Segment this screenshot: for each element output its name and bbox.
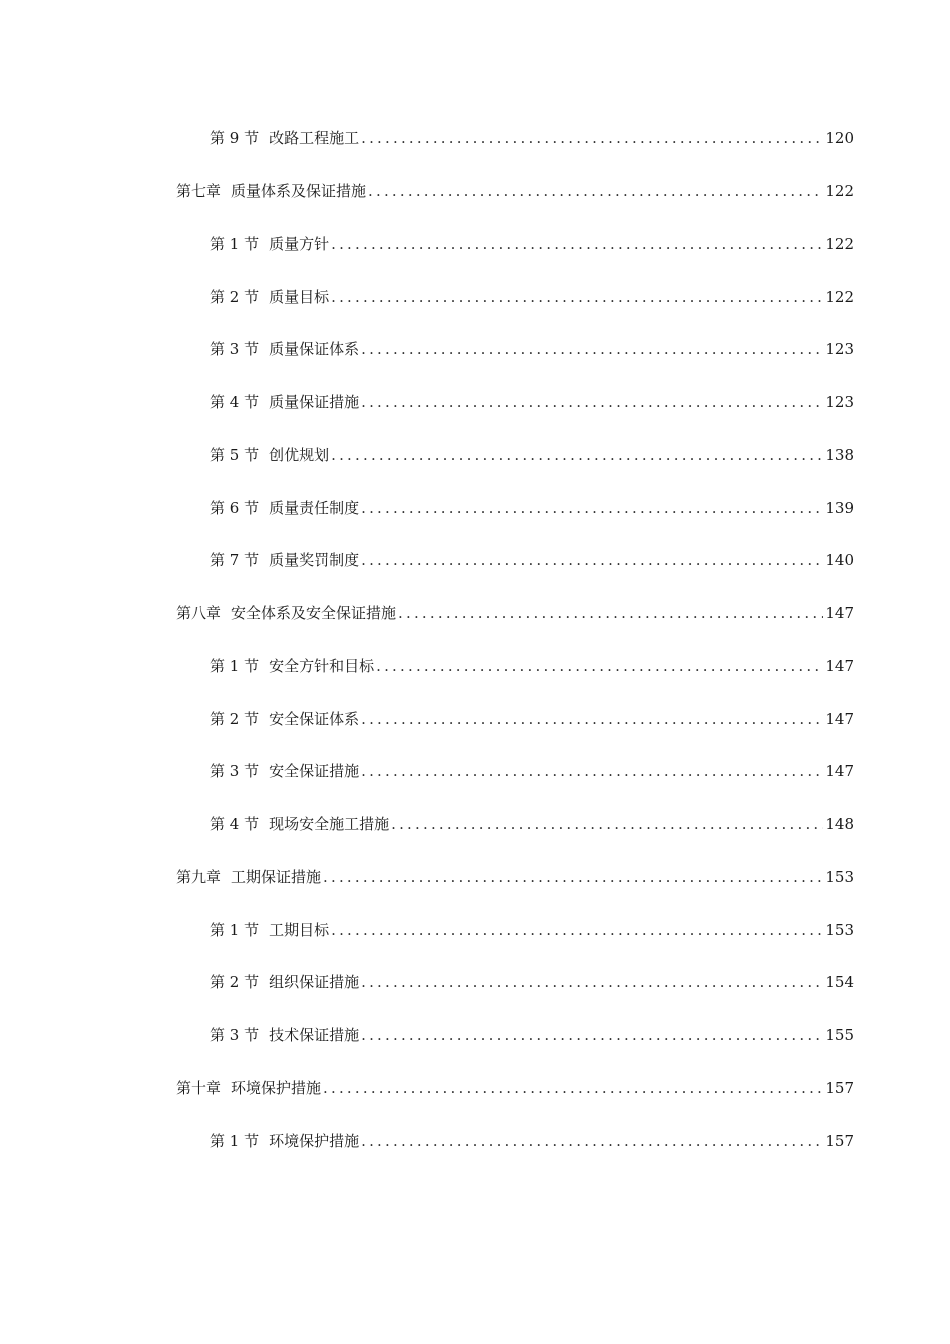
entry-page-number: 140 (825, 551, 854, 569)
toc-entry-section[interactable] (210, 759, 854, 783)
entry-number: 第 2 节 (210, 973, 260, 991)
entry-page-number: 147 (825, 710, 854, 728)
entry-number: 第 2 节 (210, 710, 260, 728)
entry-title: 安全体系及安全保证措施 (231, 604, 397, 622)
dot-leader (331, 232, 823, 256)
entry-title: 现场安全施工措施 (269, 815, 390, 833)
entry-number: 第 1 节 (210, 657, 260, 675)
entry-page-number: 157 (825, 1132, 854, 1150)
entry-page-number: 153 (825, 921, 854, 939)
entry-page-number: 157 (825, 1079, 854, 1097)
entry-page-number: 123 (825, 340, 854, 358)
entry-title: 质量方针 (269, 235, 330, 253)
toc-entry-section[interactable] (210, 232, 854, 256)
toc-entry-section[interactable] (210, 548, 854, 572)
entry-number: 第 5 节 (210, 446, 260, 464)
entry-title: 质量目标 (269, 288, 330, 306)
dot-leader (361, 548, 823, 572)
entry-page-number: 122 (825, 288, 854, 306)
dot-leader (323, 1076, 823, 1100)
dot-leader (398, 601, 823, 625)
toc-entry-section[interactable] (210, 390, 854, 414)
entry-page-number: 147 (825, 604, 854, 622)
entry-title: 质量体系及保证措施 (231, 182, 367, 200)
entry-page-number: 154 (825, 973, 854, 991)
toc-entry-section[interactable] (210, 1129, 854, 1153)
toc-entry-section[interactable] (210, 707, 854, 731)
dot-leader (361, 1129, 823, 1153)
entry-number: 第 3 节 (210, 762, 260, 780)
entry-page-number: 122 (825, 235, 854, 253)
entry-number: 第 7 节 (210, 551, 260, 569)
entry-number: 第 4 节 (210, 815, 260, 833)
toc-entry-section[interactable] (210, 443, 854, 467)
entry-title: 工期目标 (269, 921, 330, 939)
dot-leader (361, 970, 823, 994)
entry-title: 创优规划 (269, 446, 330, 464)
entry-title: 技术保证措施 (269, 1026, 360, 1044)
dot-leader (368, 179, 823, 203)
toc-entry-section[interactable] (210, 812, 854, 836)
toc-entry-chapter[interactable] (176, 1076, 854, 1100)
toc-entry-section[interactable] (210, 337, 854, 361)
entry-number: 第 1 节 (210, 235, 260, 253)
entry-title: 安全方针和目标 (269, 657, 375, 675)
entry-number: 第七章 (176, 182, 222, 200)
toc-entry-section[interactable] (210, 654, 854, 678)
dot-leader (361, 759, 823, 783)
dot-leader (331, 285, 823, 309)
entry-number: 第九章 (176, 868, 222, 886)
toc-entry-chapter[interactable] (176, 865, 854, 889)
dot-leader (361, 126, 823, 150)
toc-entry-section[interactable] (210, 1023, 854, 1047)
entry-page-number: 122 (825, 182, 854, 200)
entry-number: 第 2 节 (210, 288, 260, 306)
dot-leader (323, 865, 823, 889)
toc-entry-section[interactable] (210, 970, 854, 994)
entry-page-number: 138 (825, 446, 854, 464)
dot-leader (361, 707, 823, 731)
entry-page-number: 123 (825, 393, 854, 411)
entry-title: 组织保证措施 (269, 973, 360, 991)
entry-page-number: 155 (825, 1026, 854, 1044)
entry-page-number: 147 (825, 657, 854, 675)
entry-number: 第 4 节 (210, 393, 260, 411)
entry-page-number: 147 (825, 762, 854, 780)
entry-number: 第 1 节 (210, 1132, 260, 1150)
entry-page-number: 139 (825, 499, 854, 517)
entry-title: 工期保证措施 (231, 868, 322, 886)
entry-title: 质量保证体系 (269, 340, 360, 358)
entry-title: 质量奖罚制度 (269, 551, 360, 569)
entry-number: 第 9 节 (210, 129, 260, 147)
entry-number: 第十章 (176, 1079, 222, 1097)
toc-entry-section[interactable] (210, 285, 854, 309)
entry-title: 质量责任制度 (269, 499, 360, 517)
entry-page-number: 153 (825, 868, 854, 886)
entry-title: 安全保证体系 (269, 710, 360, 728)
dot-leader (331, 918, 823, 942)
entry-title: 环境保护措施 (269, 1132, 360, 1150)
entry-number: 第 6 节 (210, 499, 260, 517)
dot-leader (361, 337, 823, 361)
entry-number: 第 3 节 (210, 1026, 260, 1044)
dot-leader (361, 1023, 823, 1047)
entry-page-number: 120 (825, 129, 854, 147)
entry-title: 改路工程施工 (269, 129, 360, 147)
entry-number: 第 3 节 (210, 340, 260, 358)
dot-leader (376, 654, 823, 678)
entry-title: 环境保护措施 (231, 1079, 322, 1097)
toc-entry-chapter[interactable] (176, 179, 854, 203)
dot-leader (361, 496, 823, 520)
dot-leader (391, 812, 823, 836)
toc-entry-chapter[interactable] (176, 601, 854, 625)
dot-leader (361, 390, 823, 414)
entry-number: 第八章 (176, 604, 222, 622)
dot-leader (331, 443, 823, 467)
toc-entry-section[interactable] (210, 918, 854, 942)
toc-entry-section[interactable] (210, 126, 854, 150)
toc-entry-section[interactable] (210, 496, 854, 520)
entry-title: 安全保证措施 (269, 762, 360, 780)
entry-number: 第 1 节 (210, 921, 260, 939)
entry-page-number: 148 (825, 815, 854, 833)
entry-title: 质量保证措施 (269, 393, 360, 411)
